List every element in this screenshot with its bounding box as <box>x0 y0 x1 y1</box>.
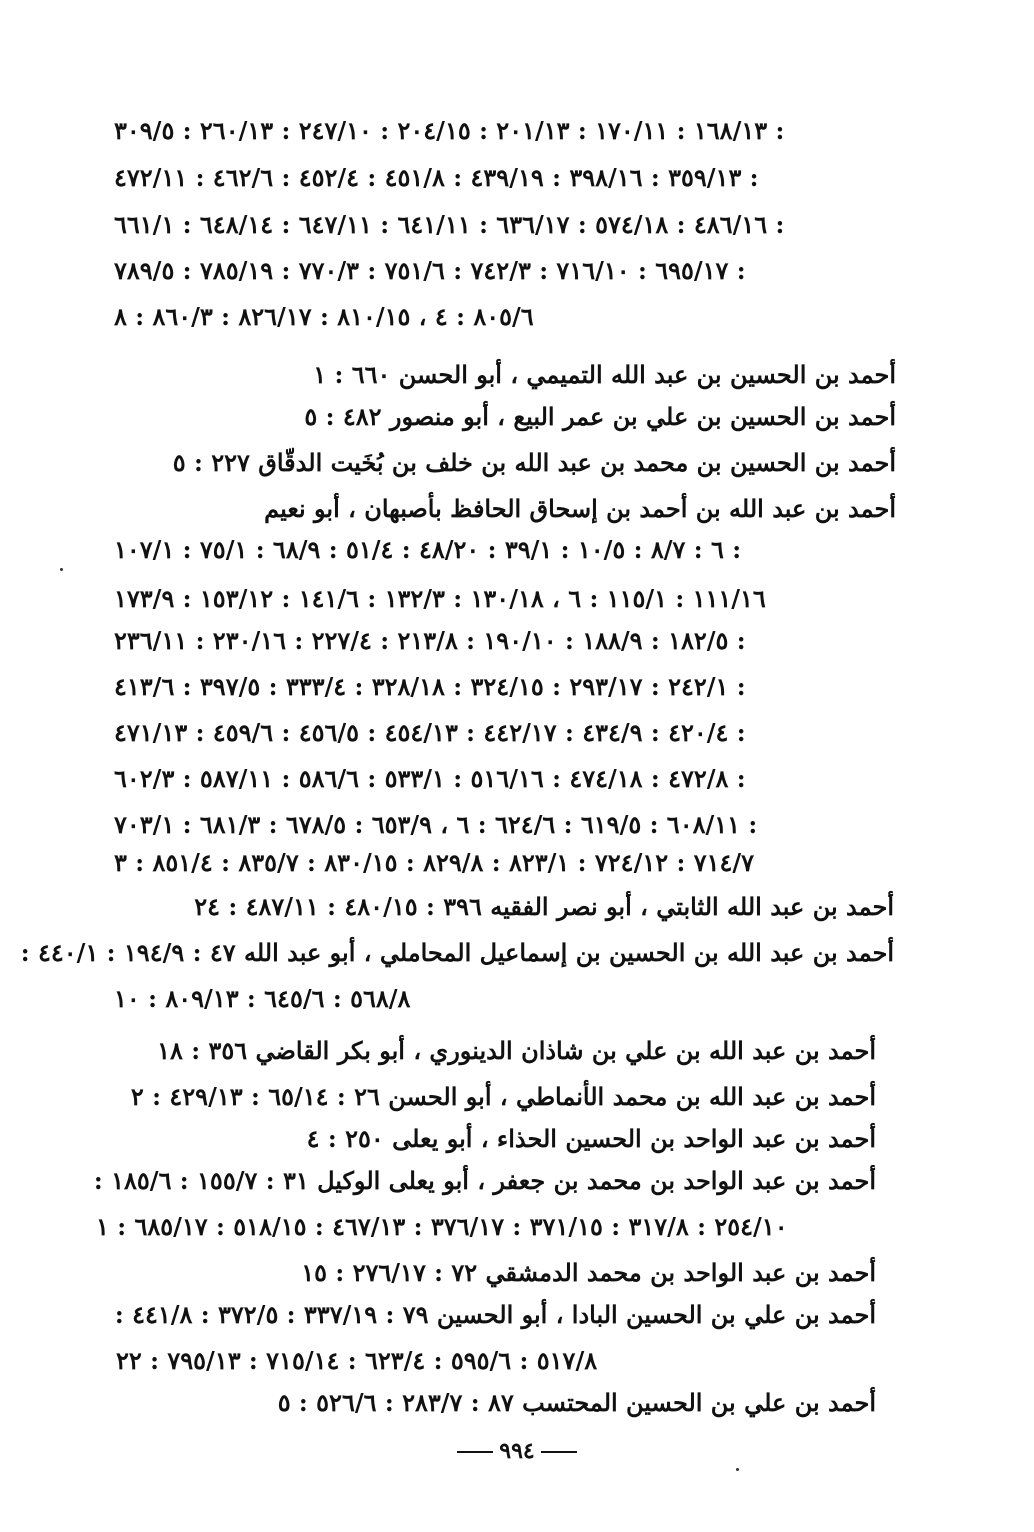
index-line: ٤٢٠/٤ : ٤٣٤/٩ : ٤٤٢/١٧ : ٤٥٤/١٣ : ٤٥٦/٥ : ٤٥٩/٦ : ٤٧١/١٣ : <box>114 718 746 747</box>
index-line: ١٨٢/٥ : ١٨٨/٩ : ١٩٠/١٠ : ٢١٣/٨ : ٢٢٧/٤ : ٢٣٠/١٦ : ٢٣٦/١١ : <box>114 626 746 655</box>
page-number-text: ٩٩٤ <box>499 1438 535 1464</box>
index-entry-heading: أحمد بن عبد الواحد بن محمد الدمشقي ٧٢ : ٢٧٦/١٧ : ١٥ <box>301 1258 876 1287</box>
index-entry-heading: أحمد بن عبد الله بن أحمد بن إسحاق الحافظ بأصبهان ، أبو نعيم <box>264 494 896 523</box>
index-entry-heading: أحمد بن عبد الواحد بن الحسين الحذاء ، أبو يعلى ٢٥٠ : ٤ <box>306 1124 876 1153</box>
index-line: ٥٦٨/٨ : ٦٤٥/٦ : ٨٠٩/١٣ : ١٠ <box>114 984 411 1013</box>
index-entry-heading: أحمد بن الحسين بن محمد بن عبد الله بن خلف بن بُخَيت الدقّاق ٢٢٧ : ٥ <box>172 448 896 477</box>
page-number <box>0 1438 1034 1464</box>
index-entry-heading: أحمد بن عبد الواحد بن محمد بن جعفر ، أبو يعلى الوكيل ٣١ : ١٥٥/٧ : ١٨٥/٦ : <box>93 1166 876 1195</box>
index-entry-heading: أحمد بن عبد الله الثابتي ، أبو نصر الفقيه ٣٩٦ : ٤٨٠/١٥ : ٤٨٧/١١ : ٢٤ <box>194 892 894 921</box>
index-entry-heading: أحمد بن عبد الله بن علي بن شاذان الدينوري ، أبو بكر القاضي ٣٥٦ : ١٨ <box>157 1036 876 1065</box>
print-speck <box>736 1468 739 1471</box>
index-entry-heading: أحمد بن الحسين بن علي بن عمر البيع ، أبو منصور ٤٨٢ : ٥ <box>304 402 896 431</box>
index-line: ٢٥٤/١٠ : ٣١٧/٨ : ٣٧١/١٥ : ٣٧٦/١٧ : ٤٦٧/١٣ : ٥١٨/١٥ : ٦٨٥/١٧ : ١ <box>96 1212 788 1241</box>
index-line: ١٦٨/١٣ : ١٧٠/١١ : ٢٠١/١٣ : ٢٠٤/١٥ : ٢٤٧/١٠ : ٢٦٠/١٣ : ٣٠٩/٥ : <box>114 116 785 145</box>
index-line: ٦٩٥/١٧ : ٧١٦/١٠ : ٧٤٢/٣ : ٧٥١/٦ : ٧٧٠/٣ : ٧٨٥/١٩ : ٧٨٩/٥ : <box>114 256 746 285</box>
index-line: ٦ : ٨/٧ : ١٠/٥ : ٣٩/١ : ٤٨/٢٠ : ٥١/٤ : ٦٨/٩ : ٧٥/١ : ١٠٧/١ : <box>114 535 742 564</box>
index-entry-heading: أحمد بن الحسين بن عبد الله التميمي ، أبو الحسن ٦٦٠ : ١ <box>313 360 896 389</box>
index-line: ٥١٧/٨ : ٥٩٥/٦ : ٦٢٣/٤ : ٧١٥/١٤ : ٧٩٥/١٣ : ٢٢ <box>116 1346 598 1375</box>
folio-dash-right <box>541 1451 577 1453</box>
folio-dash-left <box>457 1451 493 1453</box>
index-line: ٧١٤/٧ : ٧٢٤/١٢ : ٨٢٣/١ : ٨٢٩/٨ : ٨٣٠/١٥ : ٨٣٥/٧ : ٨٥١/٤ : ٣ <box>114 848 755 877</box>
index-entry-heading: أحمد بن علي بن الحسين المحتسب ٨٧ : ٢٨٣/٧ : ٥٢٦/٦ : ٥ <box>277 1388 876 1417</box>
index-line: ٢٤٢/١ : ٢٩٣/١٧ : ٣٢٤/١٥ : ٣٢٨/١٨ : ٣٣٣/٤ : ٣٩٧/٥ : ٤١٣/٦ : <box>114 672 746 701</box>
index-line: ٨٠٥/٦ : ٤ ، ٨١٠/١٥ : ٨٢٦/١٧ : ٨٦٠/٣ : ٨ <box>114 302 534 331</box>
index-entry-heading: أحمد بن علي بن الحسين البادا ، أبو الحسين ٧٩ : ٣٣٧/١٩ : ٣٧٢/٥ : ٤٤١/٨ : <box>114 1300 876 1329</box>
index-line: ١١١/١٦ : ١١٥/١ : ٦ ، ١٣٠/١٨ : ١٣٢/٣ : ١٤١/٦ : ١٥٣/١٢ : ١٧٣/٩ <box>114 584 766 613</box>
index-line: ٤٨٦/١٦ : ٥٧٤/١٨ : ٦٣٦/١٧ : ٦٤١/١١ : ٦٤٧/١١ : ٦٤٨/١٤ : ٦٦١/١ : <box>114 210 785 239</box>
index-line: ٣٥٩/١٣ : ٣٩٨/١٦ : ٤٣٩/١٩ : ٤٥١/٨ : ٤٥٢/٤ : ٤٦٢/٦ : ٤٧٢/١١ : <box>114 163 759 192</box>
print-speck <box>60 568 63 571</box>
index-line: ٦٠٨/١١ : ٦١٩/٥ : ٦٢٤/٦ : ٦ ، ٦٥٣/٩ : ٦٧٨/٥ : ٦٨١/٣ : ٧٠٣/١ : <box>114 810 758 839</box>
index-entry-heading: أحمد بن عبد الله بن الحسين بن إسماعيل المحاملي ، أبو عبد الله ٤٧ : ١٩٤/٩ : ٤٤٠/١ : <box>20 938 894 967</box>
index-line: ٤٧٢/٨ : ٤٧٤/١٨ : ٥١٦/١٦ : ٥٣٣/١ : ٥٨٦/٦ : ٥٨٧/١١ : ٦٠٢/٣ : <box>114 764 746 793</box>
index-entry-heading: أحمد بن عبد الله بن محمد الأنماطي ، أبو الحسن ٢٦ : ٦٥/١٤ : ٤٢٩/١٣ : ٢ <box>130 1082 876 1111</box>
